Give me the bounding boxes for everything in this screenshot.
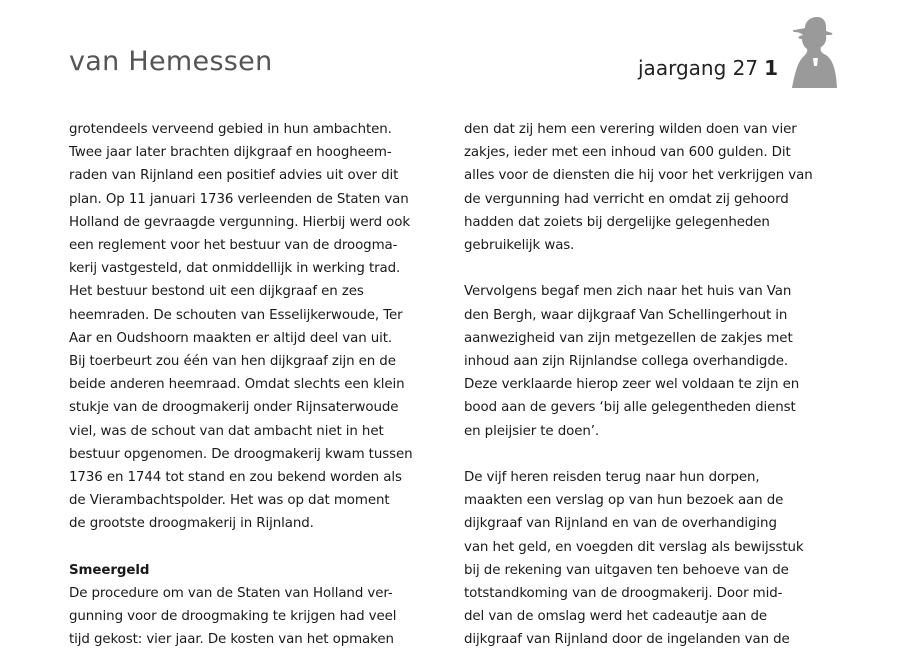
text-line: grotendeels verveend gebied in hun ambachten.	[69, 122, 392, 137]
text-line: den Bergh, waar dijkgraaf Van Schellingerhout in	[464, 307, 788, 323]
text-line: bood aan de gevers ‘bij alle gelegentheden dienst	[464, 400, 796, 416]
text-line: gunning voor de droogmaking te krijgen had veel	[69, 609, 397, 625]
text-line: Vervolgens begaf men zich naar het huis van Van	[464, 284, 792, 300]
text-line: del van de omslag werd het cadeautje aan de	[464, 609, 767, 625]
text-line: en pleijsier te doen’.	[464, 423, 600, 439]
text-line: stukje van de droogmakerij onder Rijnsaterwoude	[69, 400, 399, 416]
left-column	[69, 118, 421, 652]
text-line: inhoud aan zijn Rijnlandse collega overhandigde.	[464, 354, 789, 370]
text-line: alles voor de diensten die hij voor het verkrijgen van	[464, 168, 813, 184]
text-line: dijkgraaf van Rijnland en van de overhandiging	[464, 516, 777, 532]
text-line: viel, was de schout van dat ambacht niet in het	[69, 423, 384, 439]
paragraph-land-reclamation	[69, 118, 421, 536]
text-line: raden van Rijnland een positief advies uit over dit	[69, 168, 399, 184]
text-line: Holland de gevraagde vergunning. Hierbij werd ook	[69, 214, 411, 230]
text-line: tijd gekost: vier jaar. De kosten van het opmaken	[69, 632, 394, 648]
text-line: een reglement voor het bestuur van de droogma-	[69, 238, 398, 254]
issue-number: 1	[764, 56, 778, 80]
text-line: de vergunning had verricht en omdat zij gehoord	[464, 191, 789, 207]
paragraph-gift	[464, 118, 816, 257]
text-line: kerij vastgesteld, dat onmiddellijk in werking trad.	[69, 261, 401, 277]
volume-label	[638, 56, 778, 80]
man-with-hat-logo-icon	[783, 14, 839, 88]
text-line: van het geld, en voegden dit verslag als bewijsstuk	[464, 539, 804, 555]
paragraph-return	[464, 466, 816, 652]
text-line: Het bestuur bestond uit een dijkgraaf en zes	[69, 284, 364, 300]
text-line: De procedure om van de Staten van Holland ver-	[69, 586, 393, 602]
text-line: de Vierambachtspolder. Het was op dat moment	[69, 493, 390, 509]
paragraph-procedure	[69, 582, 421, 652]
text-line: Bij toerbeurt zou één van hen dijkgraaf zijn en de	[69, 354, 396, 370]
text-line: plan. Op 11 januari 1736 verleenden de Staten van	[69, 191, 409, 207]
text-line: Deze verklaarde hierop zeer wel voldaan te zijn en	[464, 377, 800, 393]
text-line: den dat zij hem een verering wilden doen van vier	[464, 122, 797, 137]
text-line: beide anderen heemraad. Omdat slechts een klein	[69, 377, 405, 393]
page-title: van Hemessen	[69, 46, 273, 77]
text-line: Twee jaar later brachten dijkgraaf en hoogheem-	[69, 145, 392, 161]
text-line: totstandkoming van de droogmakerij. Door mid-	[464, 586, 783, 602]
text-line: heemraden. De schouten van Esselijkerwoude, Ter	[69, 307, 403, 323]
section-heading: Smeergeld	[69, 562, 150, 578]
text-line: zakjes, ieder met een inhoud van 600 gulden. Dit	[464, 145, 791, 161]
text-line: bij de rekening van uitgaven ten behoeve van de	[464, 562, 789, 578]
right-column	[464, 118, 816, 652]
text-line: aanwezigheid van zijn metgezellen de zakjes met	[464, 330, 793, 346]
paragraph-handover	[464, 280, 816, 442]
text-line: de grootste droogmakerij in Rijnland.	[69, 516, 314, 532]
text-line: maakten een verslag op van hun bezoek aan de	[464, 493, 784, 509]
text-line: gebruikelijk was.	[464, 238, 575, 254]
text-line: De vijf heren reisden terug naar hun dorpen,	[464, 470, 760, 486]
volume-text: jaargang 27	[638, 56, 759, 80]
text-line: 1736 en 1744 tot stand en zou bekend worden als	[69, 470, 402, 486]
text-line: Aar en Oudshoorn maakten er altijd deel van uit.	[69, 330, 393, 346]
text-line: dijkgraaf van Rijnland door de ingelanden van de	[464, 632, 790, 648]
text-line: bestuur opgenomen. De droogmakerij kwam tussen	[69, 446, 413, 462]
text-line: hadden dat zoiets bij dergelijke gelegenheden	[464, 214, 770, 230]
